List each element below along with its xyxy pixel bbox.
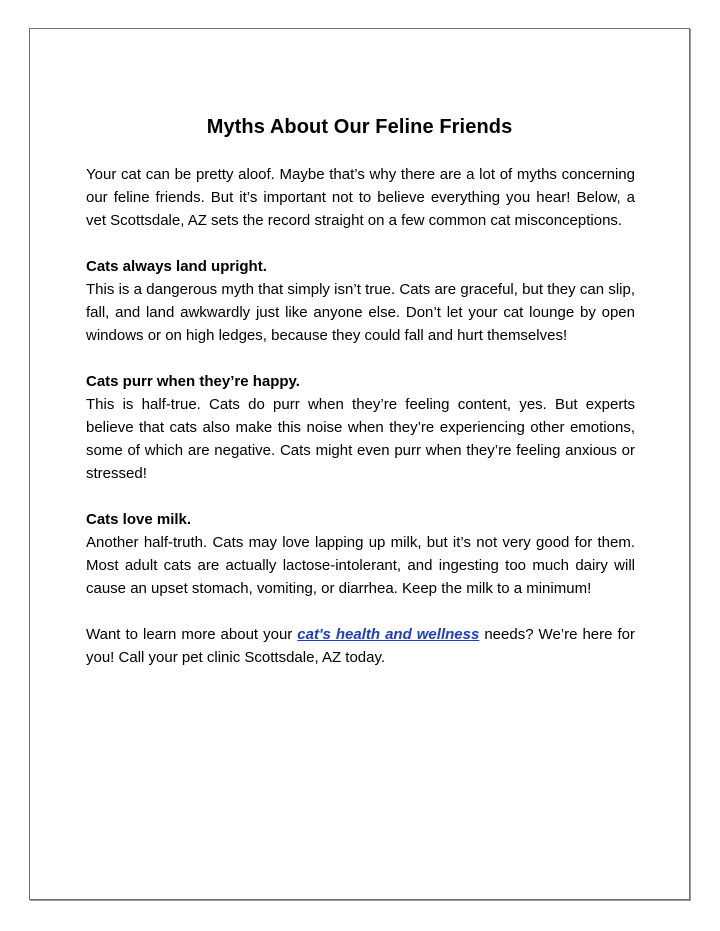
closing-paragraph	[86, 623, 635, 669]
section-heading-milk: Cats love milk.	[86, 511, 192, 528]
health-wellness-link[interactable]: cat's health and wellness	[297, 626, 480, 643]
document-page	[29, 28, 690, 900]
section-heading-purr: Cats purr when they’re happy.	[86, 373, 300, 390]
section-heading-land-upright: Cats always land upright.	[86, 258, 267, 275]
intro-paragraph: Your cat can be pretty aloof. Maybe that’s why there are a lot of myths concerning our feline friends. But it’s important not to believe everything you hear! Below, a vet Scottsdale, AZ sets the record straight on a few common cat misconceptions.	[86, 166, 635, 229]
section-body-purr: This is half-true. Cats do purr when they’re feeling content, yes. But experts believe that cats also make this noise when they’re experiencing other emotions, some of which are negative. Cats might even purr when they’re feeling anxious or stressed!	[86, 396, 635, 482]
document-body	[86, 163, 635, 692]
section-body-land-upright: This is a dangerous myth that simply isn’t true. Cats are graceful, but they can slip, fall, and land awkwardly just like anyone else. Don’t let your cat lounge by open windows or on high ledges, because they could fall and hurt themselves!	[86, 281, 635, 344]
document-title: Myths About Our Feline Friends	[206, 116, 513, 138]
section-body-milk: Another half-truth. Cats may love lapping up milk, but it’s not very good for them. Most adult cats are actually lactose-intolerant, and ingesting too much dairy will cause an upset stomach, vomiting, or diarrhea. Keep the milk to a minimum!	[86, 534, 635, 597]
closing-text-after-link: needs? We’re here for you! Call your pet clinic Scottsdale, AZ today.	[86, 626, 636, 666]
closing-text-before-link: Want to learn more about your	[86, 626, 298, 643]
